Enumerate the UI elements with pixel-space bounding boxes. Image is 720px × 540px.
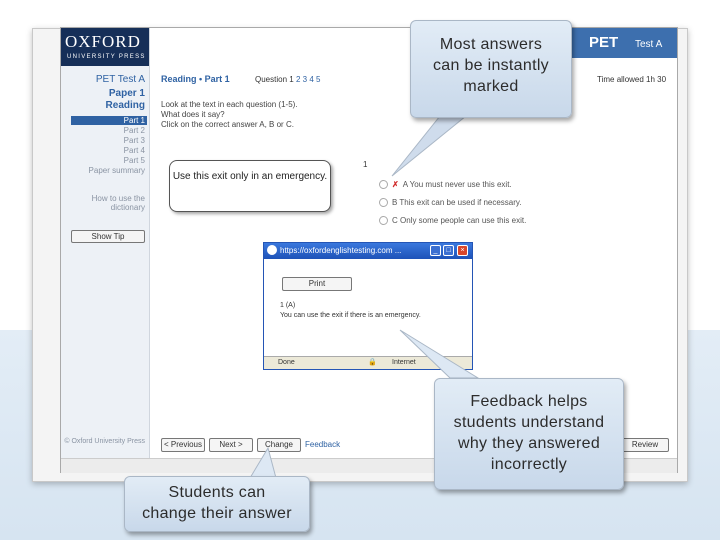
sidebar-item-summary[interactable]: Paper summary xyxy=(88,166,145,175)
sidebar-item-part2[interactable]: Part 2 xyxy=(123,126,145,135)
tail-marked xyxy=(392,116,466,176)
sidebar-item-part4[interactable]: Part 4 xyxy=(123,146,145,155)
change-button[interactable]: Change xyxy=(257,438,301,452)
status-zone: Internet xyxy=(392,359,416,366)
status-done: Done xyxy=(278,359,295,366)
callout-line: can be instantly xyxy=(433,57,549,74)
question-link-5[interactable]: 5 xyxy=(316,75,321,84)
sidebar-item-part5[interactable]: Part 5 xyxy=(123,156,145,165)
question-link-1[interactable]: 1 xyxy=(289,75,294,84)
sidebar-item-part3[interactable]: Part 3 xyxy=(123,136,145,145)
previous-button[interactable]: < Previous xyxy=(161,438,205,452)
help-dictionary-link[interactable]: How to use the dictionary xyxy=(91,194,145,212)
sidebar-item-part1[interactable]: Part 1 xyxy=(71,116,147,125)
notice-text: Use this exit only in an emergency. xyxy=(172,171,328,182)
instruction-line: Look at the text in each question (1-5). xyxy=(161,100,298,109)
pet-label: PET xyxy=(589,34,619,51)
feedback-link[interactable]: Feedback xyxy=(305,440,341,449)
test-label: Test A xyxy=(635,39,663,50)
logo-subtitle: UNIVERSITY PRESS xyxy=(67,54,146,60)
section-title: Reading xyxy=(105,100,145,111)
minimize-button[interactable]: _ xyxy=(430,245,441,256)
popup-feedback-text: You can use the exit if there is an emergency. xyxy=(280,312,421,319)
option-a-label: A You must never use this exit. xyxy=(402,180,512,189)
option-b-label: B This exit can be used if necessary. xyxy=(392,198,522,207)
callout-line: Students can xyxy=(168,484,266,501)
maximize-button[interactable]: □ xyxy=(443,245,454,256)
question-label: Question xyxy=(255,75,288,84)
callout-instantly-marked xyxy=(410,20,572,118)
instruction-line: Click on the correct answer A, B or C. xyxy=(161,120,294,129)
wrong-mark-icon: ✗ xyxy=(392,180,399,189)
tail-feedback xyxy=(400,330,478,378)
paper-title: Paper 1 xyxy=(108,88,145,99)
next-button[interactable]: Next > xyxy=(209,438,253,452)
close-button[interactable]: × xyxy=(457,245,468,256)
copyright: © Oxford University Press xyxy=(64,438,145,445)
callout-line: marked xyxy=(463,78,519,95)
logo-title: OXFORD xyxy=(65,32,141,51)
popup-answer: 1 (A) xyxy=(280,302,296,309)
lock-icon: 🔒 xyxy=(368,359,377,366)
callout-line: change their answer xyxy=(142,505,292,522)
callout-feedback-helps xyxy=(434,378,624,490)
question-link-3[interactable]: 3 xyxy=(302,75,308,84)
part-heading: Reading • Part 1 xyxy=(161,74,230,84)
callout-change-answer xyxy=(124,476,310,532)
print-button[interactable]: Print xyxy=(282,277,352,291)
popup-title: https://oxfordenglishtesting.com ... xyxy=(280,246,402,255)
time-allowed: Time allowed 1h 30 xyxy=(597,75,667,84)
test-title: PET Test A xyxy=(95,74,145,85)
instruction-line: What does it say? xyxy=(161,110,225,119)
show-tip-button[interactable]: Show Tip xyxy=(71,230,145,243)
callout-line: why they answered xyxy=(457,435,601,452)
question-number: 1 xyxy=(363,160,368,169)
option-c-label: C Only some people can use this exit. xyxy=(392,216,527,225)
callout-line: students understand xyxy=(453,414,605,431)
question-link-4[interactable]: 4 xyxy=(309,75,314,84)
callout-line: Most answers xyxy=(439,36,543,53)
callout-line: Feedback helps xyxy=(470,393,588,410)
callout-line: incorrectly xyxy=(490,456,568,473)
question-link-2[interactable]: 2 xyxy=(295,75,301,84)
tail-change xyxy=(250,448,276,478)
review-button[interactable]: Review xyxy=(621,438,669,452)
